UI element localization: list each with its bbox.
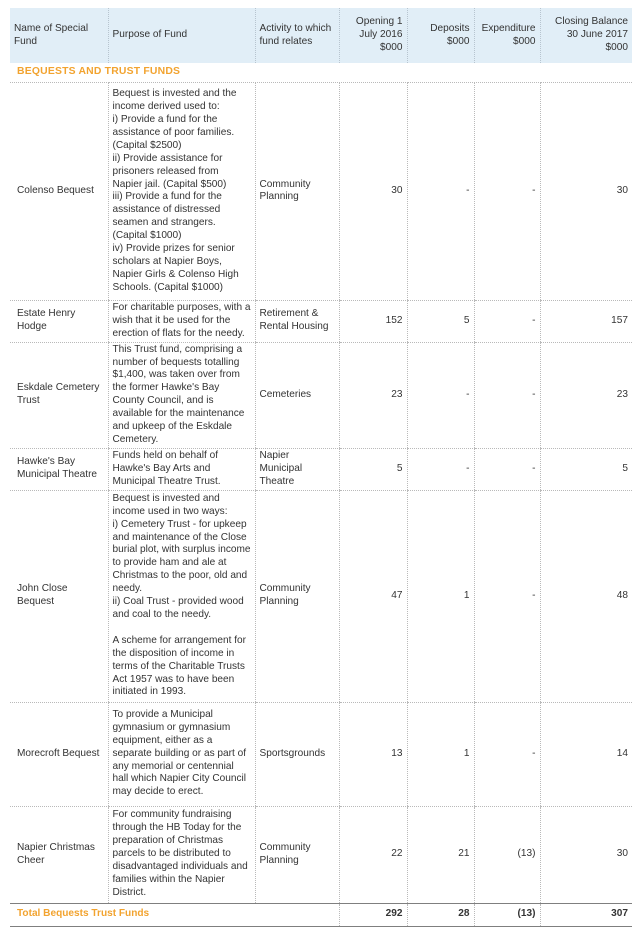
fund-activity: Sportsgrounds <box>255 702 339 806</box>
total-expenditure: (13) <box>474 903 540 926</box>
fund-closing: 23 <box>540 342 632 448</box>
fund-purpose: Bequest is invested and the income derived used to: i) Provide a fund for the assistance of poor families. (Capital $2500) ii) Provide assistance for prisoners released from Napier jail. (Capital $500) iii) Provide a fund for the assistance of distressed seamen and strangers. (Capital $1000) iv) Provide prizes for senior scholars at Napier Boys, Napier Girls & Colenso High Schools. (Capital $1000) <box>108 82 255 300</box>
total-opening: 292 <box>339 903 407 926</box>
fund-name: Napier Christmas Cheer <box>10 806 108 903</box>
header-fund-name: Name of Special Fund <box>10 8 108 63</box>
total-closing: 307 <box>540 903 632 926</box>
fund-closing: 30 <box>540 82 632 300</box>
fund-deposits: - <box>407 342 474 448</box>
fund-opening: 30 <box>339 82 407 300</box>
table-row <box>10 490 632 702</box>
fund-deposits: 5 <box>407 300 474 342</box>
fund-name: John Close Bequest <box>10 490 108 702</box>
table-row <box>10 806 632 903</box>
fund-expenditure: - <box>474 82 540 300</box>
fund-purpose: For charitable purposes, with a wish that it be used for the erection of flats for the needy. <box>108 300 255 342</box>
fund-deposits: - <box>407 448 474 490</box>
fund-deposits: - <box>407 82 474 300</box>
fund-closing: 48 <box>540 490 632 702</box>
fund-deposits: 1 <box>407 702 474 806</box>
fund-closing: 14 <box>540 702 632 806</box>
header-activity: Activity to which fund relates <box>255 8 339 63</box>
fund-name: Hawke's Bay Municipal Theatre <box>10 448 108 490</box>
fund-purpose: Funds held on behalf of Hawke's Bay Arts and Municipal Theatre Trust. <box>108 448 255 490</box>
special-funds-table-container <box>10 8 632 927</box>
fund-deposits: 21 <box>407 806 474 903</box>
fund-activity: Retirement & Rental Housing <box>255 300 339 342</box>
fund-expenditure: - <box>474 300 540 342</box>
fund-activity: Cemeteries <box>255 342 339 448</box>
fund-expenditure: - <box>474 490 540 702</box>
header-purpose: Purpose of Fund <box>108 8 255 63</box>
header-deposits: Deposits $000 <box>407 8 474 63</box>
fund-purpose: This Trust fund, comprising a number of bequests totalling $1,400, was taken over from the former Hawke's Bay County Council, and is available for the maintenance and upkeep of the Eskdale Cemetery. <box>108 342 255 448</box>
fund-purpose: To provide a Municipal gymnasium or gymnasium equipment, either as a separate building or as part of any memorial or centennial hall which Napier City Council may decide to erect. <box>108 702 255 806</box>
fund-expenditure: - <box>474 448 540 490</box>
fund-opening: 23 <box>339 342 407 448</box>
fund-deposits: 1 <box>407 490 474 702</box>
header-row <box>10 8 632 63</box>
fund-opening: 22 <box>339 806 407 903</box>
fund-activity: Community Planning <box>255 806 339 903</box>
fund-expenditure: - <box>474 342 540 448</box>
special-funds-table <box>10 8 632 927</box>
fund-activity: Community Planning <box>255 490 339 702</box>
fund-closing: 5 <box>540 448 632 490</box>
fund-opening: 13 <box>339 702 407 806</box>
fund-name: Estate Henry Hodge <box>10 300 108 342</box>
header-closing: Closing Balance 30 June 2017 $000 <box>540 8 632 63</box>
fund-opening: 5 <box>339 448 407 490</box>
table-row <box>10 82 632 300</box>
fund-closing: 157 <box>540 300 632 342</box>
table-row <box>10 702 632 806</box>
header-opening: Opening 1 July 2016 $000 <box>339 8 407 63</box>
section-title: BEQUESTS AND TRUST FUNDS <box>10 63 632 82</box>
fund-purpose: For community fundraising through the HB Today for the preparation of Christmas parcels to be distributed to disadvantaged individuals and families within the Napier District. <box>108 806 255 903</box>
fund-opening: 152 <box>339 300 407 342</box>
fund-opening: 47 <box>339 490 407 702</box>
table-row <box>10 342 632 448</box>
table-row <box>10 448 632 490</box>
fund-purpose: Bequest is invested and income used in two ways: i) Cemetery Trust - for upkeep and maintenance of the Close burial plot, with surplus income to provide ham and ale at Christmas to the poor, old and needy. ii) Coal Trust - provided wood and coal to the needy. A scheme for arrangement for the disposition of income in terms of the Charitable Trusts Act 1957 was to have been initiated in 1993. <box>108 490 255 702</box>
total-deposits: 28 <box>407 903 474 926</box>
fund-name: Eskdale Cemetery Trust <box>10 342 108 448</box>
table-row <box>10 300 632 342</box>
section-row <box>10 63 632 82</box>
table-body <box>10 63 632 926</box>
fund-activity: Community Planning <box>255 82 339 300</box>
fund-closing: 30 <box>540 806 632 903</box>
total-row <box>10 903 632 926</box>
table-header <box>10 8 632 63</box>
fund-name: Morecroft Bequest <box>10 702 108 806</box>
fund-activity: Napier Municipal Theatre <box>255 448 339 490</box>
fund-expenditure: (13) <box>474 806 540 903</box>
fund-name: Colenso Bequest <box>10 82 108 300</box>
total-label: Total Bequests Trust Funds <box>10 903 339 926</box>
fund-expenditure: - <box>474 702 540 806</box>
header-expenditure: Expenditure $000 <box>474 8 540 63</box>
